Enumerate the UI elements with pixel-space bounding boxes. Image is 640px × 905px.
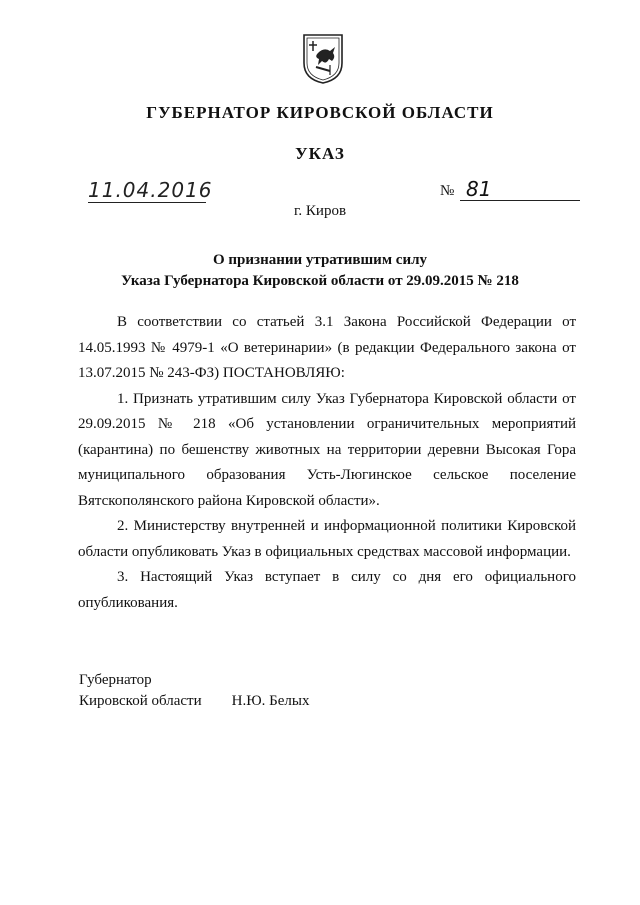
- document-number: 81: [460, 179, 580, 201]
- document-type-heading: УКАЗ: [295, 144, 345, 163]
- document-title: [0, 250, 640, 292]
- number-label: №: [440, 183, 455, 199]
- document-body: [78, 310, 576, 616]
- preamble-paragraph: В соответствии со статьей 3.1 Закона Российской Федерации от 14.05.1993 № 4979-1 «О ветеринарии» (в редакции Федерального закона от 13.07.2015 № 243-ФЗ) ПОСТАНОВЛЯЮ:: [78, 314, 576, 381]
- document-date: 11.04.2016: [88, 178, 213, 202]
- item-1-paragraph: 1. Признать утратившим силу Указ Губернатора Кировской области от 29.09.2015 № 218 «Об установлении ограничительных мероприятий (карантина) по бешенству животных на территории деревни Высокая Гора муниципального образования Усть-Люгинское сельское поселение Вятскополянского района Кировской области».: [78, 390, 576, 509]
- title-line-2: Указа Губернатора Кировской области от 29.09.2015 № 218: [121, 273, 519, 289]
- item-3-paragraph: 3. Настоящий Указ вступает в силу со дня его официального опубликования.: [78, 569, 576, 611]
- organization-heading: ГУБЕРНАТОР КИРОВСКОЙ ОБЛАСТИ: [146, 103, 494, 122]
- title-line-1: О признании утратившим силу: [213, 252, 427, 268]
- signature-block: [79, 670, 309, 712]
- signatory-position-1: Губернатор: [79, 672, 152, 688]
- signatory-name: Н.Ю. Белых: [231, 693, 310, 709]
- city-label: г. Киров: [293, 203, 347, 219]
- coat-of-arms-icon: [302, 33, 344, 85]
- item-2-paragraph: 2. Министерству внутренней и информационной политики Кировской области опубликовать Указ в официальных средствах массовой информации.: [78, 518, 576, 560]
- signatory-position-2: Кировской области: [79, 693, 202, 709]
